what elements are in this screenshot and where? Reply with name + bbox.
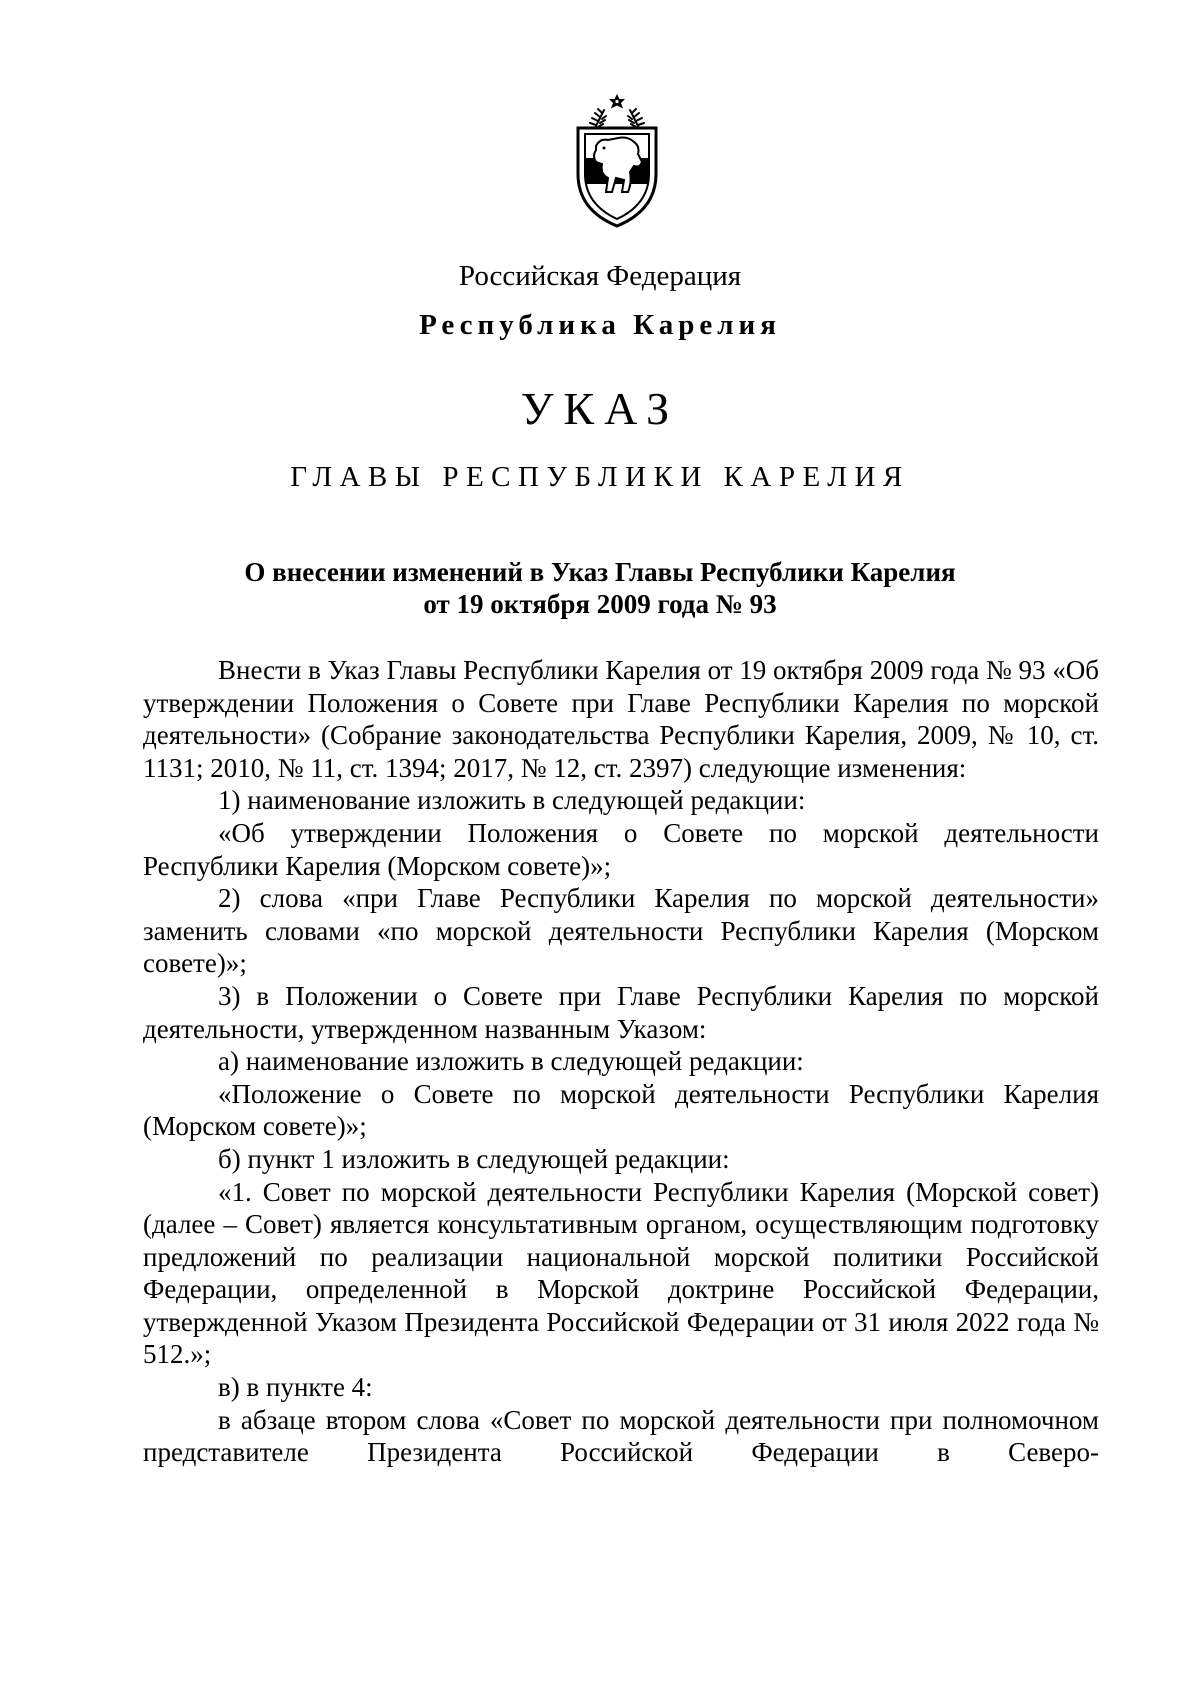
document-title-line-2: от 19 октября 2009 года № 93 <box>423 589 777 619</box>
document-title-line-1: О внесении изменений в Указ Главы Республики Карелия <box>244 557 956 587</box>
body-paragraph: а) наименование изложить в следующей редакции: <box>218 1046 804 1077</box>
body-paragraph: 3) в Положении о Совете при Главе Республики Карелия по морской деятельности, утвержденном названным Указом: <box>143 980 1099 1044</box>
document-body <box>143 654 1099 1469</box>
body-paragraph: «1. Совет по морской деятельности Республики Карелия (Морской совет) (далее – Совет) является консультативным органом, осуществляющим подготовку предложений по реализации национальной морской политики Российской Федерации, определенной в Морской доктрине Российской Федерации, утвержденной Указом Президента Российской Федерации от 31 июля 2022 года № 512.»; <box>143 1176 1099 1370</box>
body-paragraph: «Об утверждении Положения о Совете по морской деятельности Республики Карелия (Морском совете)»; <box>143 817 1099 881</box>
body-paragraph: в) в пункте 4: <box>218 1372 373 1403</box>
body-paragraph: Внести в Указ Главы Республики Карелия от 19 октября 2009 года № 93 «Об утверждении Положения о Совете при Главе Республики Карелия по морской деятельности» (Собрание законодательства Республики Карелия, 2009, № 10, ст. 1131; 2010, № 11, ст. 1394; 2017, № 12, ст. 2397) следующие изменения: <box>143 655 1099 783</box>
issuer-name: ГЛАВЫ РЕСПУБЛИКИ КАРЕЛИЯ <box>290 461 910 493</box>
document-title <box>0 556 1200 620</box>
body-paragraph: 1) наименование изложить в следующей редакции: <box>218 785 806 816</box>
body-paragraph: «Положение о Совете по морской деятельности Республики Карелия (Морском совете)»; <box>143 1078 1099 1142</box>
document-type: УКАЗ <box>520 383 680 434</box>
federation-name: Российская Федерация <box>458 260 742 292</box>
body-paragraph: 2) слова «при Главе Республики Карелия по морской деятельности» заменить словами «по морской деятельности Республики Карелия (Морском совете)»; <box>143 883 1099 979</box>
karelia-coat-of-arms-icon <box>568 92 666 228</box>
body-paragraph: б) пункт 1 изложить в следующей редакции: <box>218 1143 730 1174</box>
body-paragraph-continued: в абзаце втором слова «Совет по морской деятельности при полномочном представителе Президента Российской Федерации в Северо- <box>143 1404 1099 1468</box>
republic-name: Республика Карелия <box>419 309 781 341</box>
